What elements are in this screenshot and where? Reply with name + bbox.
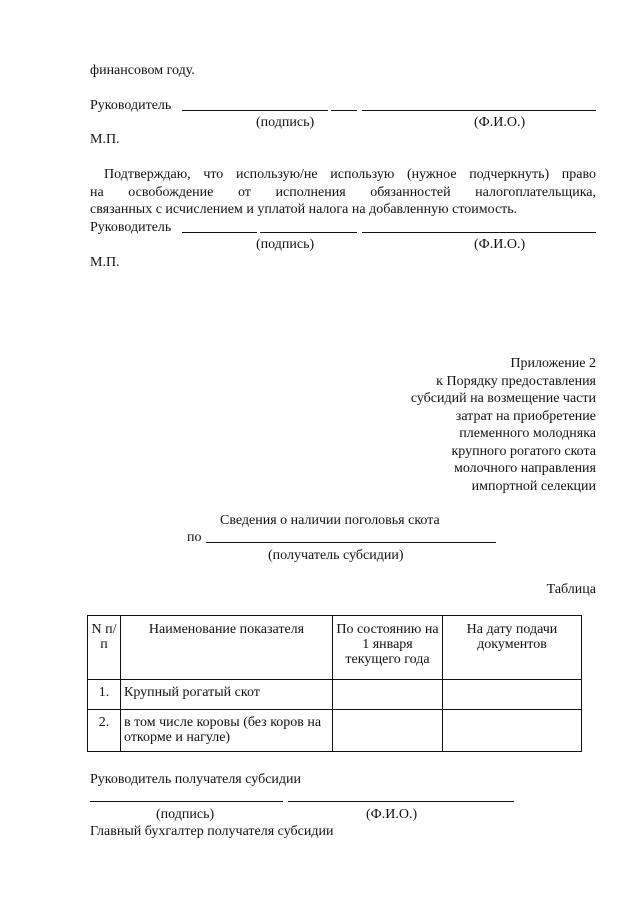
header-submission-date: На дату подачи документов — [443, 616, 582, 680]
row-jan1-value[interactable] — [333, 710, 443, 752]
po-label: по — [187, 530, 202, 545]
row-submission-value[interactable] — [443, 680, 582, 710]
bottom-fio-line[interactable] — [288, 801, 514, 802]
recipient-caption: (получатель субсидии) — [268, 548, 404, 563]
signature-line-2b[interactable] — [260, 232, 357, 233]
confirm-line-1: Подтверждаю, что использую/не использую (нужное подчеркнуть) право — [104, 167, 596, 182]
appendix-line-3: субсидий на возмещение части — [410, 391, 596, 406]
fio-line-2[interactable] — [362, 232, 596, 233]
recipient-head-label: Руководитель получателя субсидии — [90, 772, 302, 787]
signature-line-1b[interactable] — [331, 110, 357, 111]
fio-line-1[interactable] — [362, 110, 596, 111]
appendix-line-6: крупного рогатого скота — [451, 444, 596, 459]
signature-line-2[interactable] — [182, 232, 257, 233]
row-number: 2. — [88, 710, 121, 752]
head-label-2: Руководитель — [90, 220, 172, 235]
continuation-text: финансовом году. — [90, 63, 195, 78]
table-row — [88, 680, 582, 710]
appendix-line-7: молочного направления — [453, 461, 596, 476]
confirm-line-2: на освобождение от исполнения обязанностей налогоплательщика, — [90, 185, 596, 200]
chief-accountant-label: Главный бухгалтер получателя субсидии — [90, 824, 334, 839]
appendix-line-4: затрат на приобретение — [455, 409, 596, 424]
signature-line-1[interactable] — [182, 110, 328, 111]
table-label: Таблица — [546, 582, 596, 597]
stamp-mark-1: М.П. — [90, 132, 120, 147]
appendix-line-1: Приложение 2 — [510, 356, 596, 371]
header-number: N п/п — [88, 616, 121, 680]
row-jan1-value[interactable] — [333, 680, 443, 710]
form-title: Сведения о наличии поголовья скота — [220, 513, 440, 528]
signature-caption-2: (подпись) — [256, 237, 315, 252]
fio-caption-1: (Ф.И.О.) — [474, 115, 526, 130]
bottom-signature-line[interactable] — [90, 801, 283, 802]
stamp-mark-2: М.П. — [90, 255, 120, 270]
table-row — [88, 710, 582, 752]
head-label-1: Руководитель — [90, 98, 172, 113]
appendix-line-8: импортной селекции — [471, 479, 596, 494]
livestock-table — [87, 615, 582, 752]
row-submission-value[interactable] — [443, 710, 582, 752]
bottom-fio-caption: (Ф.И.О.) — [366, 807, 418, 822]
signature-caption-1: (подпись) — [256, 115, 315, 130]
bottom-signature-caption: (подпись) — [156, 807, 215, 822]
row-indicator: в том числе коровы (без коров на откорме и нагуле) — [121, 710, 333, 752]
fio-caption-2: (Ф.И.О.) — [474, 237, 526, 252]
row-number: 1. — [88, 680, 121, 710]
row-indicator: Крупный рогатый скот — [121, 680, 333, 710]
table-header-row — [88, 616, 582, 680]
appendix-line-5: племенного молодняка — [459, 426, 596, 441]
recipient-line[interactable] — [206, 542, 496, 543]
appendix-line-2: к Порядку предоставления — [436, 374, 596, 389]
confirm-line-3: связанных с исчислением и уплатой налога на добавленную стоимость. — [90, 202, 518, 217]
header-jan1: По состоянию на 1 января текущего года — [333, 616, 443, 680]
header-indicator: Наименование показателя — [121, 616, 333, 680]
